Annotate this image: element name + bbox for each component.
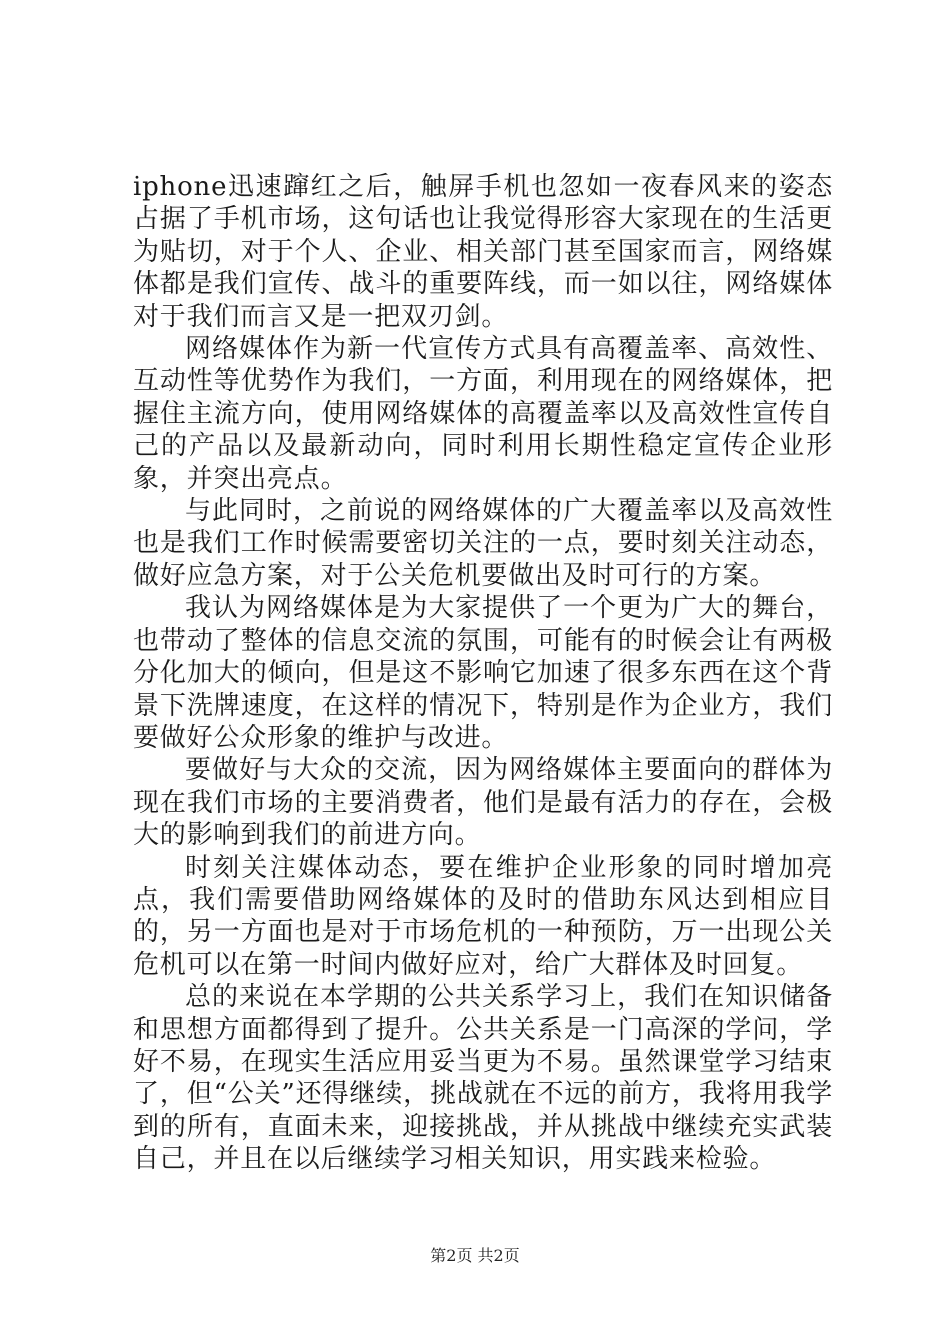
paragraph-7: 总的来说在本学期的公共关系学习上，我们在知识储备和思想方面都得到了提升。公共关系是一门高深的学问，学好不易，在现实生活应用妥当更为不易。虽然课堂学习结束了，但“公关”还得继续，挑战就在不远的前方，我将用我学到的所有，直面未来，迎接挑战，并从挑战中继续充实武装自己，并且在以后继续学习相关知识，用实践来检验。 [133, 982, 833, 1175]
paragraph-4: 我认为网络媒体是为大家提供了一个更为广大的舞台，也带动了整体的信息交流的氛围，可能有的时候会让有两极分化加大的倾向，但是这不影响它加速了很多东西在这个背景下洗牌速度，在这样的情况下，特别是作为企业方，我们要做好公众形象的维护与改进。 [133, 593, 833, 753]
paragraph-3: 与此同时，之前说的网络媒体的广大覆盖率以及高效性也是我们工作时候需要密切关注的一点，要时刻关注动态，做好应急方案，对于公关危机要做出及时可行的方案。 [133, 496, 833, 591]
paragraph-2: 网络媒体作为新一代宣传方式具有高覆盖率、高效性、互动性等优势作为我们，一方面，利用现在的网络媒体，把握住主流方向，使用网络媒体的高覆盖率以及高效性宣传自己的产品以及最新动向，同时利用长期性稳定宣传企业形象，并突出亮点。 [133, 334, 833, 494]
document-body [133, 171, 833, 1176]
paragraph-6: 时刻关注媒体动态，要在维护企业形象的同时增加亮点，我们需要借助网络媒体的及时的借助东风达到相应目的，另一方面也是对于市场危机的一种预防，万一出现公关危机可以在第一时间内做好应对，给广大群体及时回复。 [133, 852, 833, 980]
paragraph-5: 要做好与大众的交流，因为网络媒体主要面向的群体为现在我们市场的主要消费者，他们是最有活力的存在，会极大的影响到我们的前进方向。 [133, 755, 833, 851]
page-number-footer: 第2页 共2页 [430, 1246, 520, 1265]
paragraph-1: iphone迅速蹿红之后，触屏手机也忽如一夜春风来的姿态占据了手机市场，这句话也让我觉得形容大家现在的生活更为贴切，对于个人、企业、相关部门甚至国家而言，网络媒体都是我们宣传、战斗的重要阵线，而一如以往，网络媒体对于我们而言又是一把双刃剑。 [133, 172, 833, 332]
